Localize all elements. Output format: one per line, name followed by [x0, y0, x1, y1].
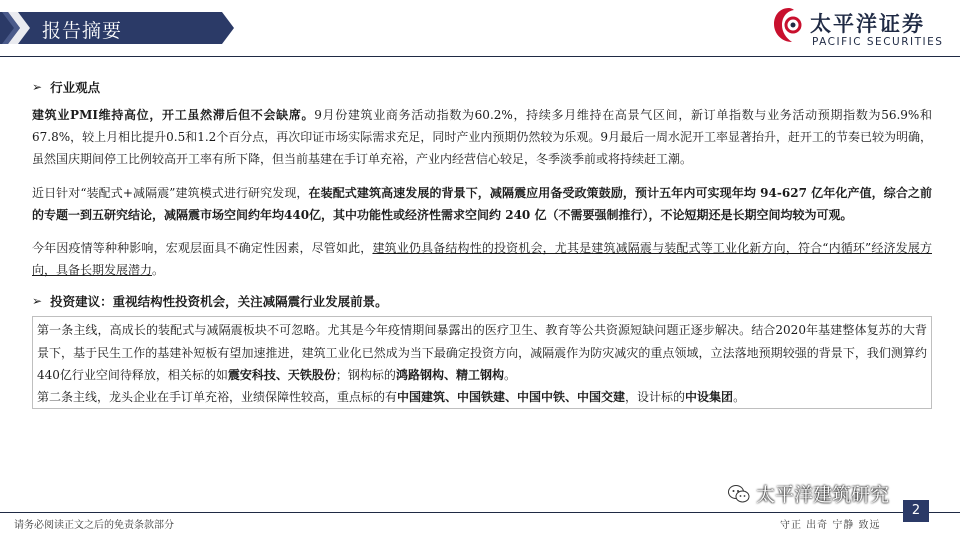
paragraph-intro: 今年因疫情等种种影响，宏观层面具不确定性因素，尽管如此，: [32, 241, 373, 256]
footer-motto: 守正 出奇 宁静 致远: [780, 520, 881, 531]
section-heading-industry-view: [32, 78, 932, 96]
paragraph-text: ；钢构标的: [335, 367, 396, 382]
stock-names: 中国建筑、中国铁建、中国中铁、中国交建: [397, 390, 626, 405]
wechat-watermark: [728, 480, 889, 507]
paragraph-seismic-research: [32, 182, 932, 226]
paragraph-intro: 近日针对“装配式+减隔震”建筑模式进行研究发现，: [32, 185, 309, 200]
logo-text-cn: 太平洋证券: [810, 12, 925, 36]
header-divider: [0, 56, 960, 57]
paragraph-end: 。: [152, 263, 165, 278]
paragraph-underlined: 建筑业仍具备结构性的投资机会，尤其是建筑减隔震与装配式等工业化新方向，符合“内循环”经济发展方向，具备长期发展潜力: [32, 241, 932, 278]
paragraph-mainline-two: [37, 386, 927, 408]
paragraph-emphasis: 在装配式建筑高速发展的背景下，减隔震应用备受政策鼓励，预计五年内可实现年均 94-627 亿年化产值，综合之前的专题一到五研究结论，减隔震市场空间约年均440亿，其中功能性或经济性需求空间约 240 亿（不需要强制推行），不论短期还是长期空间均较为可观。: [32, 185, 933, 222]
paragraph-text: 。: [503, 367, 516, 382]
section-heading-text: 投资建议：重视结构性投资机会，关注减隔震行业发展前景。: [50, 294, 388, 310]
paragraph-text: 第二条主线，龙头企业在手订单充裕，业绩保障性较高，重点标的有: [37, 390, 398, 405]
paragraph-text: ，设计标的: [625, 390, 686, 405]
paragraph-body: 9月份建筑业商务活动指数为60.2%，持续多月维持在高景气区间，新订单指数与业务活动预期指数为56.9%和67.8%，较上月相比提升0.5和1.2个百分点，再次印证市场实际需求充足，同时产业内预期仍然较为乐观。9月最后一周水泥开工率显著抬升，赶开工的节奏已较为明确，虽然国庆期间停工比例较高开工率有所下降，但当前基建在手订单充裕，产业内经营信心较足，冬季淡季前或将持续赶工潮。: [32, 108, 932, 167]
section-heading-investment: [32, 292, 932, 310]
stock-names: 震安科技、天铁股份: [227, 367, 336, 382]
company-logo: [772, 6, 952, 52]
footer-divider: [0, 512, 960, 513]
pacific-logo-icon: [772, 6, 806, 46]
investment-advice-box: [32, 316, 932, 409]
paragraph-lead: 建筑业PMI维持高位，开工虽然滞后但不会缺席。: [32, 108, 315, 122]
footer-disclaimer: 请务必阅读正文之后的免责条款部分: [14, 520, 174, 531]
section-heading-text: 行业观点: [50, 80, 101, 95]
report-summary-body: [32, 78, 932, 409]
paragraph-mainline-one: [37, 319, 927, 386]
stock-names: 中设集团: [685, 390, 734, 405]
paragraph-text: 第一条主线，高成长的装配式与减隔震板块不可忽略。尤其是今年疫情期间暴露出的医疗卫生、教育等公共资源短缺问题正逐步解决。结合2020年基建整体复苏的大背景下，基于民生工作的基建补短板有望加速推进，建筑工业化已然成为当下最确定投资方向，减隔震作为防灾减灾的重点领域，立法落地预期较强的背景下，我们测算约440亿行业空间待释放，相关标的如: [37, 323, 927, 382]
watermark-text: 太平洋建筑研究: [756, 484, 890, 506]
paragraph-macro-outlook: [32, 237, 932, 281]
title-banner: [0, 12, 234, 44]
arrow-right-icon: ➢: [32, 294, 43, 309]
stock-names: 鸿路钢构、精工钢构: [395, 367, 504, 382]
wechat-icon: [728, 484, 750, 504]
paragraph-text: 。: [733, 390, 746, 405]
page-title: 报告摘要: [42, 20, 123, 42]
page-number: 2: [903, 500, 929, 522]
paragraph-pmi: [32, 104, 932, 171]
logo-text-en: PACIFIC SECURITIES: [812, 36, 944, 48]
arrow-right-icon: ➢: [32, 80, 43, 94]
